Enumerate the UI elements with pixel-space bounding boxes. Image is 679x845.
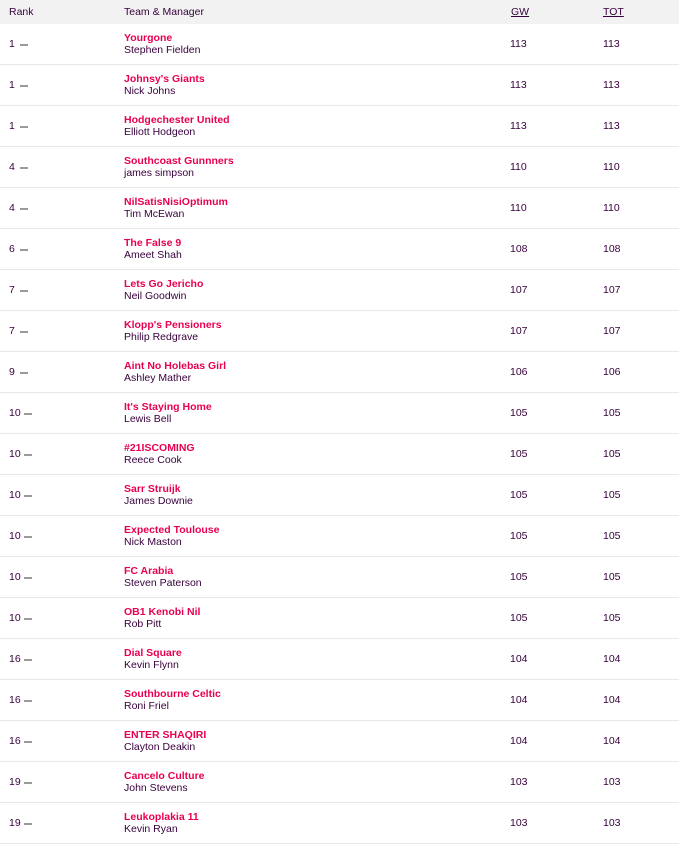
manager-name: James Downie xyxy=(124,495,193,507)
total-points: 105 xyxy=(603,530,621,542)
no-movement-dash-icon xyxy=(20,290,28,292)
manager-name: Lewis Bell xyxy=(124,413,172,425)
gw-points: 104 xyxy=(510,735,528,747)
no-movement-dash-icon xyxy=(20,167,28,169)
table-row xyxy=(0,803,679,844)
gw-points: 113 xyxy=(510,38,527,50)
team-name-link[interactable]: Lets Go Jericho xyxy=(124,278,204,290)
team-name-link[interactable]: Dial Square xyxy=(124,647,182,659)
no-movement-dash-icon xyxy=(20,208,28,210)
team-name-link[interactable]: Southcoast Gunnners xyxy=(124,155,234,167)
gw-points: 113 xyxy=(510,79,527,91)
no-movement-dash-icon xyxy=(24,577,32,579)
no-movement-dash-icon xyxy=(24,741,32,743)
rank-value: 10 xyxy=(9,612,21,624)
gw-column-header[interactable]: GW xyxy=(511,6,530,18)
table-row xyxy=(0,516,679,557)
team-name-link[interactable]: Johnsy's Giants xyxy=(124,73,205,85)
team-name-link[interactable]: Cancelo Culture xyxy=(124,770,205,782)
rank-value: 1 xyxy=(9,120,15,132)
no-movement-dash-icon xyxy=(24,659,32,661)
no-movement-dash-icon xyxy=(24,782,32,784)
gw-points: 103 xyxy=(510,817,528,829)
total-points: 113 xyxy=(603,120,620,132)
team-name-link[interactable]: Klopp's Pensioners xyxy=(124,319,222,331)
no-movement-dash-icon xyxy=(20,372,28,374)
table-body xyxy=(0,24,679,844)
rank-value: 4 xyxy=(9,161,15,173)
rank-value: 10 xyxy=(9,530,21,542)
no-movement-dash-icon xyxy=(24,618,32,620)
gw-points: 110 xyxy=(510,161,527,173)
total-points: 104 xyxy=(603,653,621,665)
manager-name: Kevin Ryan xyxy=(124,823,178,835)
gw-points: 107 xyxy=(510,325,528,337)
total-points: 113 xyxy=(603,79,620,91)
manager-name: Tim McEwan xyxy=(124,208,185,220)
manager-name: Neil Goodwin xyxy=(124,290,187,302)
manager-name: Nick Johns xyxy=(124,85,176,97)
no-movement-dash-icon xyxy=(24,700,32,702)
table-row xyxy=(0,270,679,311)
manager-name: John Stevens xyxy=(124,782,188,794)
team-name-link[interactable]: It's Staying Home xyxy=(124,401,212,413)
table-row xyxy=(0,229,679,270)
total-points: 113 xyxy=(603,38,620,50)
manager-name: Philip Redgrave xyxy=(124,331,199,343)
table-row xyxy=(0,393,679,434)
rank-value: 9 xyxy=(9,366,15,378)
table-row xyxy=(0,557,679,598)
manager-name: Elliott Hodgeon xyxy=(124,126,196,138)
manager-name: Roni Friel xyxy=(124,700,169,712)
team-manager-column-header: Team & Manager xyxy=(124,6,204,18)
gw-points: 108 xyxy=(510,243,528,255)
rank-value: 10 xyxy=(9,448,21,460)
gw-points: 103 xyxy=(510,776,528,788)
team-name-link[interactable]: ENTER SHAQIRI xyxy=(124,729,207,741)
total-points: 105 xyxy=(603,407,621,419)
table-header xyxy=(0,0,679,24)
table-row xyxy=(0,24,679,65)
rank-value: 7 xyxy=(9,284,15,296)
total-points: 103 xyxy=(603,817,621,829)
table-row xyxy=(0,188,679,229)
team-name-link[interactable]: FC Arabia xyxy=(124,565,174,577)
rank-value: 6 xyxy=(9,243,15,255)
manager-name: Kevin Flynn xyxy=(124,659,179,671)
team-name-link[interactable]: Expected Toulouse xyxy=(124,524,220,536)
gw-points: 113 xyxy=(510,120,527,132)
gw-points: 105 xyxy=(510,612,528,624)
table-row xyxy=(0,352,679,393)
team-name-link[interactable]: #21ISCOMING xyxy=(124,442,195,454)
manager-name: Steven Paterson xyxy=(124,577,202,589)
manager-name: Nick Maston xyxy=(124,536,182,548)
gw-points: 104 xyxy=(510,653,528,665)
rank-value: 19 xyxy=(9,776,21,788)
no-movement-dash-icon xyxy=(24,454,32,456)
no-movement-dash-icon xyxy=(24,495,32,497)
total-points: 105 xyxy=(603,612,621,624)
team-name-link[interactable]: OB1 Kenobi Nil xyxy=(124,606,201,618)
rank-value: 19 xyxy=(9,817,21,829)
total-points: 105 xyxy=(603,448,621,460)
total-points: 108 xyxy=(603,243,621,255)
no-movement-dash-icon xyxy=(20,44,28,46)
table-row xyxy=(0,106,679,147)
tot-column-header[interactable]: TOT xyxy=(603,6,624,18)
rank-value: 16 xyxy=(9,735,21,747)
table-row xyxy=(0,311,679,352)
gw-points: 110 xyxy=(510,202,527,214)
team-name-link[interactable]: Southbourne Celtic xyxy=(124,688,221,700)
manager-name: Clayton Deakin xyxy=(124,741,196,753)
no-movement-dash-icon xyxy=(20,126,28,128)
gw-points: 104 xyxy=(510,694,528,706)
rank-value: 16 xyxy=(9,694,21,706)
rank-column-header: Rank xyxy=(9,6,34,18)
team-name-link[interactable]: NilSatisNisiOptimum xyxy=(124,196,228,208)
team-name-link[interactable]: Yourgone xyxy=(124,32,173,44)
rank-value: 4 xyxy=(9,202,15,214)
no-movement-dash-icon xyxy=(24,823,32,825)
team-name-link[interactable]: Leukoplakia 11 xyxy=(124,811,199,823)
table-row xyxy=(0,434,679,475)
total-points: 110 xyxy=(603,161,620,173)
table-row xyxy=(0,65,679,106)
rank-value: 7 xyxy=(9,325,15,337)
no-movement-dash-icon xyxy=(20,85,28,87)
manager-name: Ameet Shah xyxy=(124,249,182,261)
rank-value: 10 xyxy=(9,489,21,501)
team-name-link[interactable]: The False 9 xyxy=(124,237,182,249)
gw-points: 105 xyxy=(510,530,528,542)
rank-value: 1 xyxy=(9,79,15,91)
table-row xyxy=(0,680,679,721)
table-row xyxy=(0,639,679,680)
table-row xyxy=(0,475,679,516)
rank-value: 10 xyxy=(9,407,21,419)
gw-points: 106 xyxy=(510,366,528,378)
rank-value: 16 xyxy=(9,653,21,665)
no-movement-dash-icon xyxy=(20,331,28,333)
manager-name: Stephen Fielden xyxy=(124,44,201,56)
team-name-link[interactable]: Sarr Struijk xyxy=(124,483,181,495)
table-row xyxy=(0,762,679,803)
gw-points: 105 xyxy=(510,571,528,583)
rank-value: 10 xyxy=(9,571,21,583)
table-row xyxy=(0,147,679,188)
manager-name: Rob Pitt xyxy=(124,618,162,630)
team-name-link[interactable]: Hodgechester United xyxy=(124,114,230,126)
total-points: 110 xyxy=(603,202,620,214)
table-row xyxy=(0,598,679,639)
total-points: 106 xyxy=(603,366,621,378)
manager-name: james simpson xyxy=(124,167,195,179)
manager-name: Reece Cook xyxy=(124,454,182,466)
no-movement-dash-icon xyxy=(24,413,32,415)
total-points: 103 xyxy=(603,776,621,788)
total-points: 107 xyxy=(603,325,621,337)
no-movement-dash-icon xyxy=(20,249,28,251)
total-points: 105 xyxy=(603,489,621,501)
table-row xyxy=(0,721,679,762)
team-name-link[interactable]: Aint No Holebas Girl xyxy=(124,360,227,372)
total-points: 105 xyxy=(603,571,621,583)
gw-points: 105 xyxy=(510,448,528,460)
gw-points: 105 xyxy=(510,407,528,419)
total-points: 104 xyxy=(603,694,621,706)
gw-points: 105 xyxy=(510,489,528,501)
manager-name: Ashley Mather xyxy=(124,372,192,384)
gw-points: 107 xyxy=(510,284,528,296)
total-points: 104 xyxy=(603,735,621,747)
rank-value: 1 xyxy=(9,38,15,50)
total-points: 107 xyxy=(603,284,621,296)
no-movement-dash-icon xyxy=(24,536,32,538)
